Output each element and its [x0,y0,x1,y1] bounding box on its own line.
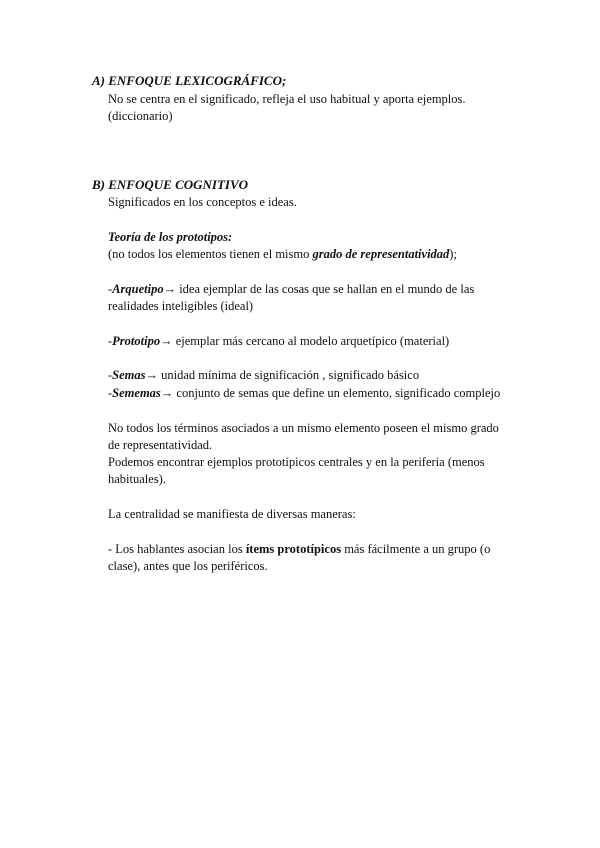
sememas-term: Sememas [112,386,161,400]
section-a-line2: (diccionario) [108,109,173,123]
arquetipo-def: → idea ejemplar de las cosas que se hallan en el mundo de las [163,282,475,296]
bullet-pre: - Los hablantes asocian los [108,542,246,556]
teoria-description [108,246,457,262]
section-a-line1: No se centra en el significado, refleja el uso habitual y aporta ejemplos. [108,92,466,106]
bullet-cont: clase), antes que los periféricos. [108,559,268,573]
teoria-bold: grado de representatividad [312,247,450,261]
semas-line [108,367,419,383]
teoria-pre: (no todos los elementos tienen el mismo [108,247,313,261]
section-a-heading: A) ENFOQUE LEXICOGRÁFICO; [92,73,287,88]
para1-line1: No todos los términos asociados a un mismo elemento poseen el mismo grado [108,421,499,435]
section-b-heading: B) ENFOQUE COGNITIVO [92,177,249,192]
para1-line4: habituales). [108,472,166,486]
prototipo-dash: - [108,334,113,348]
semas-def: → unidad mínima de significación , significado básico [145,368,420,382]
para1-line2: de representatividad. [108,438,213,452]
sememas-def: → conjunto de semas que define un elemento, significado complejo [160,386,501,400]
arquetipo-dash: - [108,282,113,296]
sememas-line [108,385,500,401]
bullet-bold: ítems prototípicos [245,542,342,556]
semas-term: Semas [112,368,146,382]
sememas-dash: - [108,386,113,400]
arquetipo-term: Arquetipo [112,282,164,296]
semas-dash: - [108,368,113,382]
section-b-line1: Significados en los conceptos e ideas. [108,195,297,209]
prototipo-def: → ejemplar más cercano al modelo arquetípico (material) [160,334,450,348]
teoria-post: ); [449,247,457,261]
arquetipo-line [108,281,474,297]
prototipo-line [108,333,449,349]
para2: La centralidad se manifiesta de diversas maneras: [108,507,356,521]
bullet-post: más fácilmente a un grupo (o [341,542,491,556]
bullet-line [108,541,490,557]
prototipo-term: Prototipo [112,334,161,348]
para1-line3: Podemos encontrar ejemplos prototípicos centrales y en la periferia (menos [108,455,485,469]
arquetipo-cont: realidades inteligibles (ideal) [108,299,254,313]
teoria-title: Teoría de los prototipos: [108,230,233,244]
